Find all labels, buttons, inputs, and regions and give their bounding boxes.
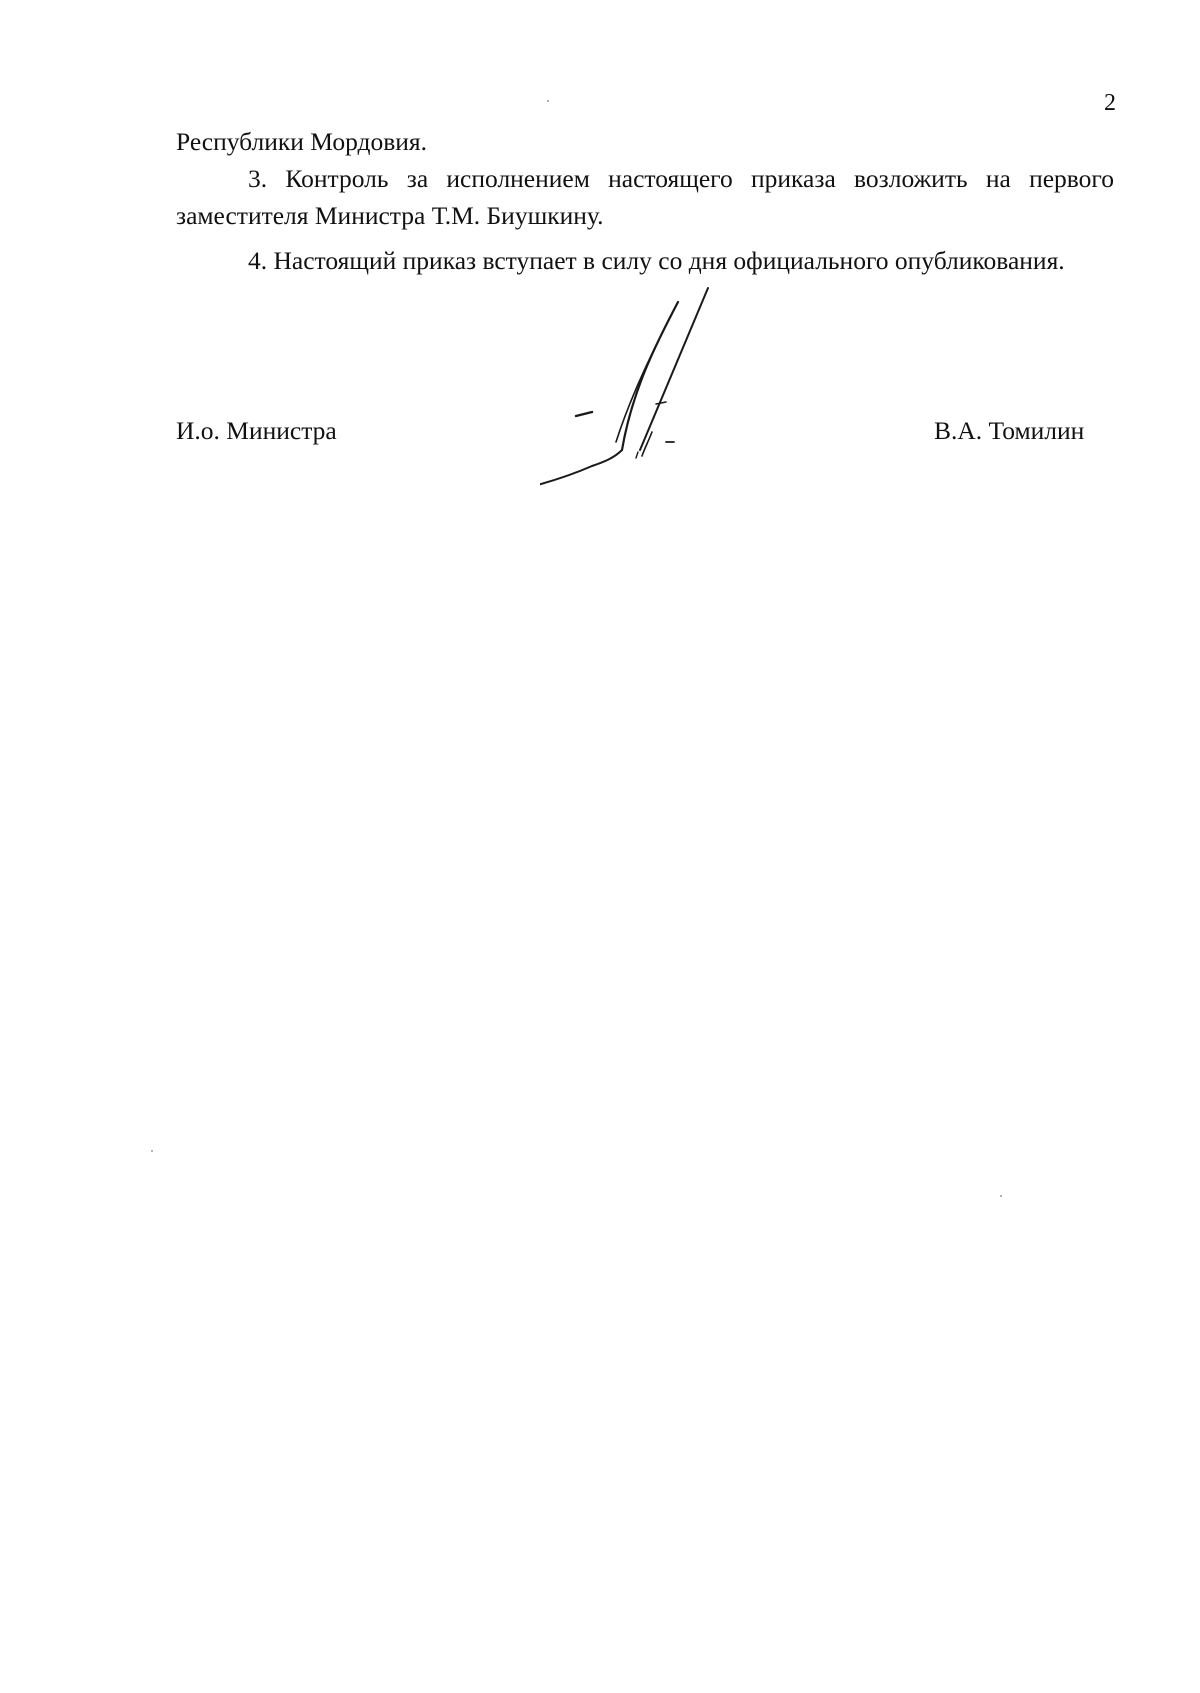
- paragraph-item-3: 3. Контроль за исполнением настоящего приказа возложить на первого заместителя Министра Т.М. Биушкину.: [176, 164, 1114, 230]
- paragraph-item-4: 4. Настоящий приказ вступает в силу со дня официального опубликования.: [248, 246, 1065, 275]
- scan-speck: [151, 1150, 153, 1152]
- signatory-name: В.А. Томилин: [934, 416, 1085, 445]
- handwritten-signature: [540, 280, 760, 510]
- document-body: [176, 123, 1114, 279]
- paragraph-continuation: Республики Мордовия.: [176, 127, 428, 156]
- signatory-title: И.о. Министра: [176, 416, 337, 445]
- scan-speck: [547, 100, 549, 102]
- scan-speck: [1000, 1195, 1002, 1197]
- page-number: 2: [1104, 90, 1116, 116]
